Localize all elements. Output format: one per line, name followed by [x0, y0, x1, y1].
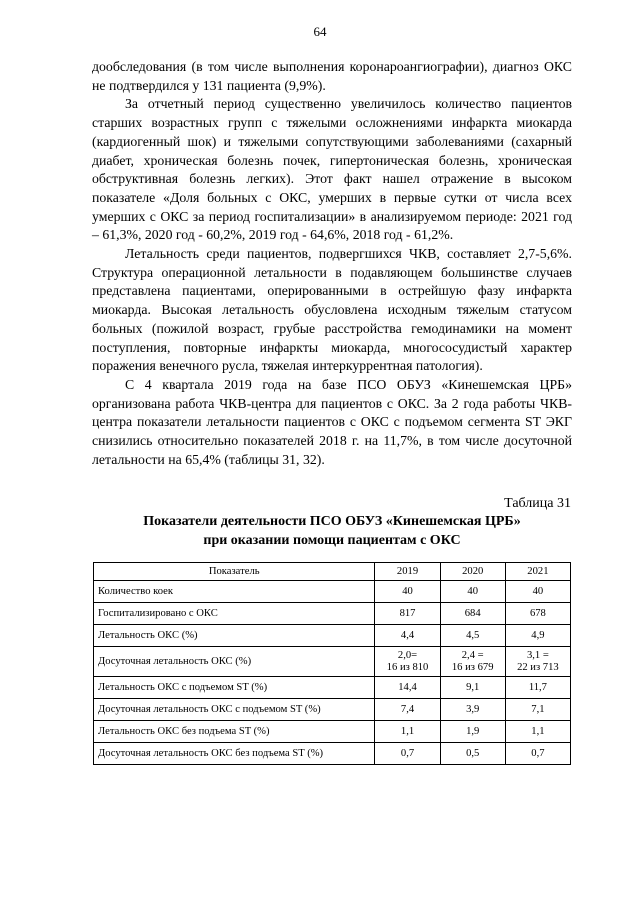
cell: 11,7 — [505, 677, 570, 699]
cell-line: 22 из 713 — [517, 661, 559, 673]
cell: 1,9 — [440, 721, 505, 743]
cell: 40 — [440, 581, 505, 603]
table-row — [94, 581, 571, 603]
column-header: Показатель — [94, 563, 375, 581]
cell-line: 16 из 679 — [451, 661, 494, 673]
paragraph: За отчетный период существенно увеличилось количество пациентов старших возрастных групп с тяжелыми осложнениями инфаркта миокарда (кардиогенный шок) и тяжелыми сопутствующими заболеваниями (сахарный диабет, хроническая болезнь почек, гипертоническая болезнь, хроническая обструктивная болезнь легких). Этот факт нашел отражение в высоком показателе «Доля больных с ОКС, умерших в первые сутки от числа всех умерших с ОКС за период госпитализации» в анализируемом периоде: 2021 год – 61,3%, 2020 год - 60,2%, 2019 год - 64,6%, 2018 год - 61,2%. — [92, 96, 572, 243]
row-label: Досуточная летальность ОКС (%) — [94, 647, 375, 677]
table-header-row — [94, 563, 571, 581]
cell — [505, 647, 570, 677]
column-header: 2021 — [505, 563, 570, 581]
cell-line: 3,1 = — [526, 650, 549, 661]
cell: 9,1 — [440, 677, 505, 699]
table-row — [94, 647, 571, 677]
row-label: Госпитализировано с ОКС — [94, 603, 375, 625]
cell: 14,4 — [375, 677, 440, 699]
cell: 40 — [375, 581, 440, 603]
cell: 1,1 — [375, 721, 440, 743]
cell: 7,1 — [505, 699, 570, 721]
table-title — [92, 513, 572, 550]
cell: 1,1 — [505, 721, 570, 743]
cell: 4,5 — [440, 625, 505, 647]
page-number: 64 — [313, 24, 327, 39]
table-row — [94, 743, 571, 765]
table-title-line: Показатели деятельности ПСО ОБУЗ «Кинешемская ЦРБ» — [143, 514, 521, 529]
table-title-line: при оказании помощи пациентам с ОКС — [203, 532, 461, 548]
cell-line: 16 из 810 — [386, 661, 429, 673]
cell: 678 — [505, 603, 570, 625]
cell-line: 2,0= — [397, 650, 418, 661]
row-label: Досуточная летальность ОКС без подъема ST (%) — [94, 743, 375, 765]
column-header: 2019 — [375, 563, 440, 581]
row-label: Летальность ОКС без подъема ST (%) — [94, 721, 375, 743]
table-row — [94, 677, 571, 699]
table-row — [94, 699, 571, 721]
body-text — [92, 58, 572, 469]
paragraph: Летальность среди пациентов, подвергшихся ЧКВ, составляет 2,7-5,6%. Структура операционной летальности в подавляющем большинстве случаев представлена пациентами, оперированными в острейшую фазу инфаркта миокарда. Высокая летальность обусловлена исходным тяжелым статусом больных (пожилой возраст, грубые расстройства гемодинамики на момент поступления, повторные инфаркты миокарда, многососудистый характер поражения венечного русла, тяжелая интеркуррентная патология). — [92, 246, 572, 374]
indicators-table — [93, 562, 571, 765]
cell: 817 — [375, 603, 440, 625]
cell: 0,5 — [440, 743, 505, 765]
row-label: Летальность ОКС с подъемом ST (%) — [94, 677, 375, 699]
cell: 0,7 — [505, 743, 570, 765]
paragraph: дообследования (в том числе выполнения коронароангиографии), диагноз ОКС не подтвердился у 131 пациента (9,9%). — [92, 59, 572, 93]
cell: 7,4 — [375, 699, 440, 721]
paragraph: С 4 квартала 2019 года на базе ПСО ОБУЗ «Кинешемская ЦРБ» организована работа ЧКВ-центра для пациентов с ОКС. За 2 года работы ЧКВ-центра показатели летальности пациентов с ОКС с подъемом сегмента ST ЭКГ снизились относительно показателей 2018 г. на 11,7%, в том числе досуточной летальности на 65,4% (таблицы 31, 32). — [92, 376, 572, 467]
row-label: Количество коек — [94, 581, 375, 603]
cell: 684 — [440, 603, 505, 625]
cell — [375, 647, 440, 677]
cell: 4,4 — [375, 625, 440, 647]
cell: 40 — [505, 581, 570, 603]
cell — [440, 647, 505, 677]
cell-line: 2,4 = — [461, 650, 484, 661]
row-label: Досуточная летальность ОКС с подъемом ST (%) — [94, 699, 375, 721]
cell: 0,7 — [375, 743, 440, 765]
table-row — [94, 625, 571, 647]
table-number: Таблица 31 — [504, 496, 571, 511]
cell: 4,9 — [505, 625, 570, 647]
table-row — [94, 721, 571, 743]
row-label: Летальность ОКС (%) — [94, 625, 375, 647]
cell: 3,9 — [440, 699, 505, 721]
column-header: 2020 — [440, 563, 505, 581]
table-row — [94, 603, 571, 625]
